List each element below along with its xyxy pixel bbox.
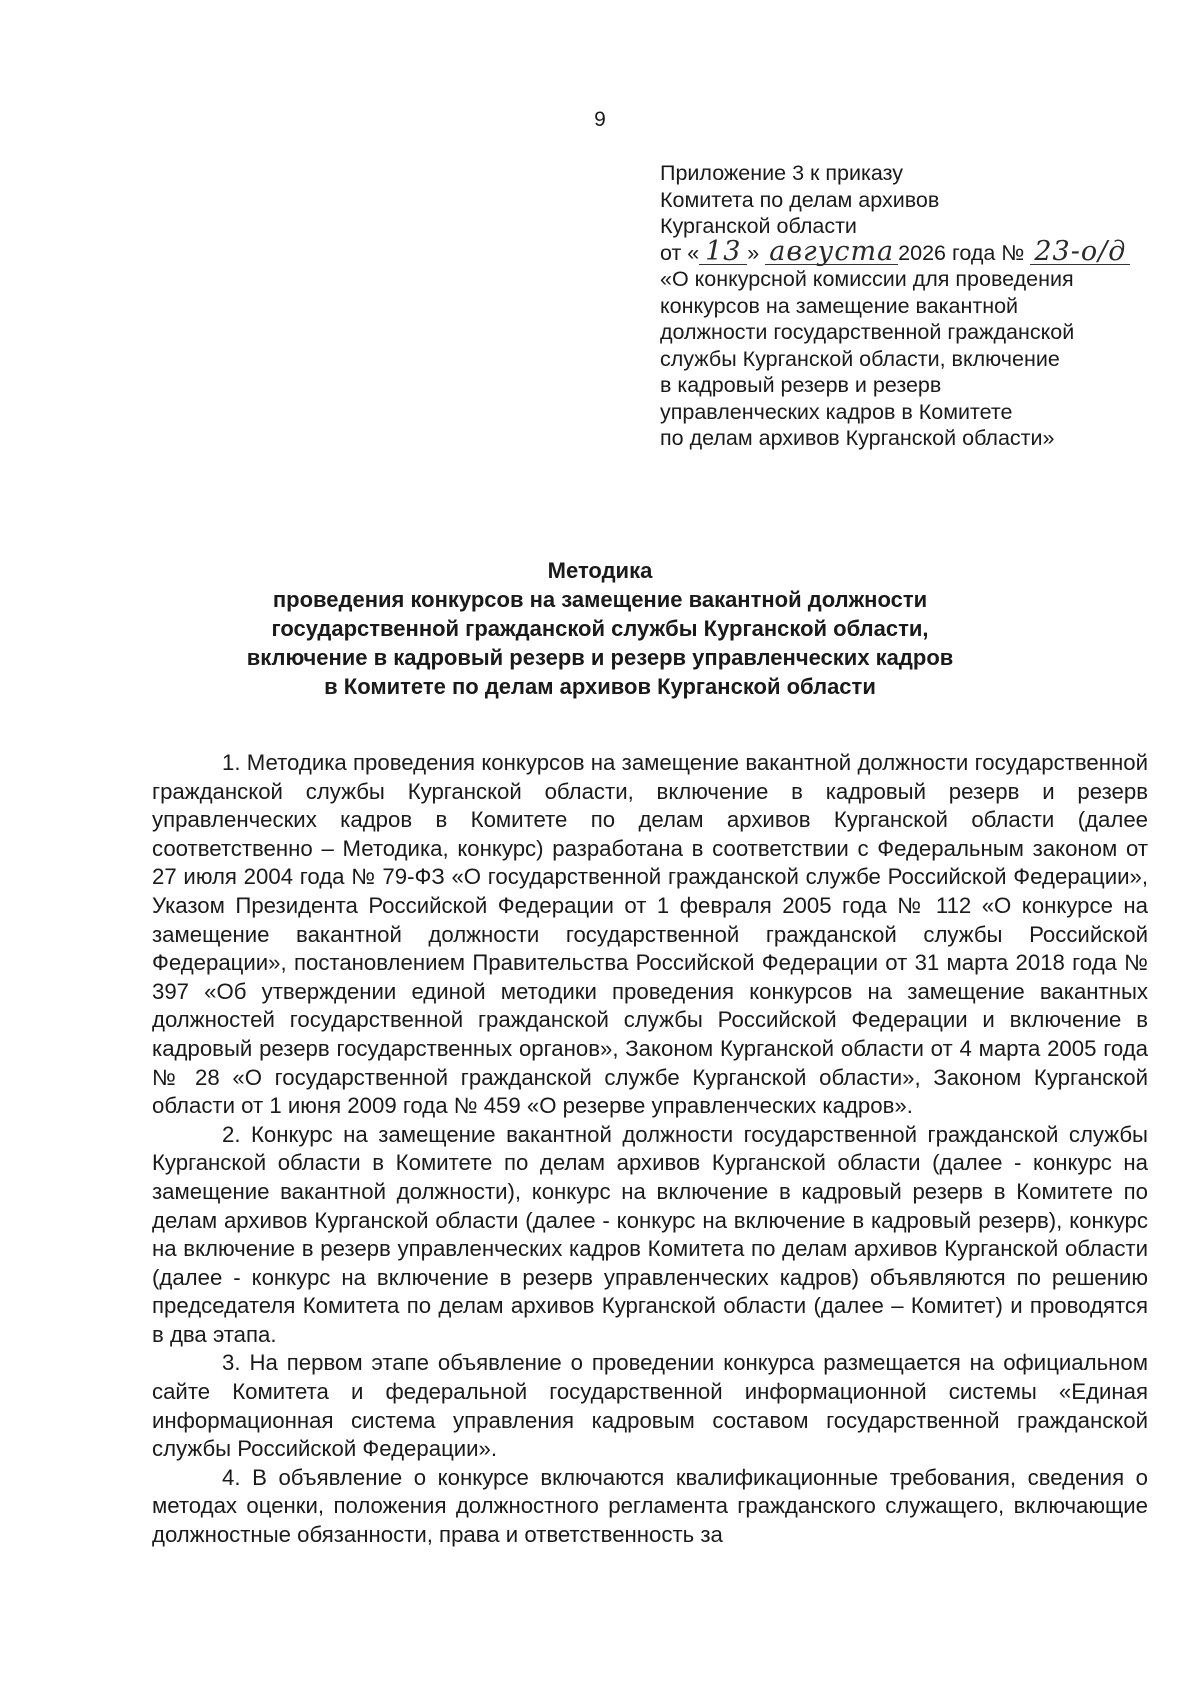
appendix-line: Приложение 3 к приказу (660, 161, 903, 185)
appendix-line: конкурсов на замещение вакантной (660, 293, 1019, 318)
appendix-date-line (660, 235, 1160, 267)
title-line: в Комитете по делам архивов Курганской области (324, 674, 876, 699)
title-line: Методика (547, 558, 653, 583)
document-title (100, 556, 1100, 701)
appendix-line: по делам архивов Курганской области» (660, 426, 1055, 450)
appendix-line: «О конкурсной комиссии для проведения (660, 267, 1074, 291)
handwritten-order-number: 23-о/д (1030, 240, 1130, 265)
paragraph-1: 1. Методика проведения конкурсов на замещение вакантной должности государственной гражданской службы Курганской области, включение в кадровый резерв и резерв управленческих кадров в Комитете по делам архивов Курганской области (далее соответственно – Методика, конкурс) разработана в соответствии с Федеральным законом от 27 июля 2004 года № 79-ФЗ «О государственной гражданской службе Российской Федерации», Указом Президента Российской Федерации от 1 февраля 2005 года № 112 «О конкурсе на замещение вакантной должности государственной гражданской службы Российской Федерации», постановлением Правительства Российской Федерации от 31 марта 2018 года № 397 «Об утверждении единой методики проведения конкурсов на замещение вакантных должностей государственной гражданской службы Российской Федерации и включение в кадровый резерв государственных органов», Законом Курганской области от 4 марта 2005 года № 28 «О государственной гражданской службе Курганской области», Законом Курганской области от 1 июня 2009 года № 459 «О резерве управленческих кадров». (152, 750, 1148, 1119)
document-body (152, 749, 1148, 1550)
date-prefix: от « (660, 240, 700, 265)
title-line: государственной гражданской службы Курганской области, (271, 616, 929, 641)
appendix-line: в кадровый резерв и резерв (660, 373, 942, 397)
handwritten-month: августа (765, 240, 898, 265)
appendix-line: Комитета по делам архивов (660, 187, 940, 212)
date-mid: » (747, 240, 760, 265)
paragraph-2: 2. Конкурс на замещение вакантной должности государственной гражданской службы Курганской области в Комитете по делам архивов Курганской области (далее - конкурс на замещение вакантной должности), конкурс на включение в кадровый резерв в Комитете по делам архивов Курганской области (далее - конкурс на включение в кадровый резерв), конкурс на включение в резерв управленческих кадров Комитета по делам архивов Курганской области (далее - конкурс на включение в резерв управленческих кадров) объявляются по решению председателя Комитета по делам архивов Курганской области (далее – Комитет) и проводятся в два этапа. (152, 1121, 1148, 1347)
page-number: 9 (594, 108, 606, 131)
paragraph-4: 4. В объявление о конкурсе включаются квалификационные требования, сведения о методах оценки, положения должностного регламента гражданского служащего, включающие должностные обязанности, права и ответственность за (152, 1464, 1148, 1548)
appendix-line: Курганской области (660, 214, 857, 238)
title-line: включение в кадровый резерв и резерв управленческих кадров (246, 645, 954, 670)
appendix-line: службы Курганской области, включение (660, 346, 1060, 371)
date-suffix: 2026 года № (898, 240, 1025, 265)
appendix-block (660, 160, 1160, 452)
appendix-line: должности государственной гражданской (660, 320, 1075, 344)
title-line: проведения конкурсов на замещение вакантной должности (272, 587, 928, 612)
appendix-line: управленческих кадров в Комитете (660, 399, 1013, 424)
paragraph-3: 3. На первом этапе объявление о проведении конкурса размещается на официальном сайте Комитета и федеральной государственной информационной системы «Единая информационная система управления кадровым составом государственной гражданской службы Российской Федерации». (152, 1350, 1148, 1462)
handwritten-day: 13 (699, 240, 747, 265)
